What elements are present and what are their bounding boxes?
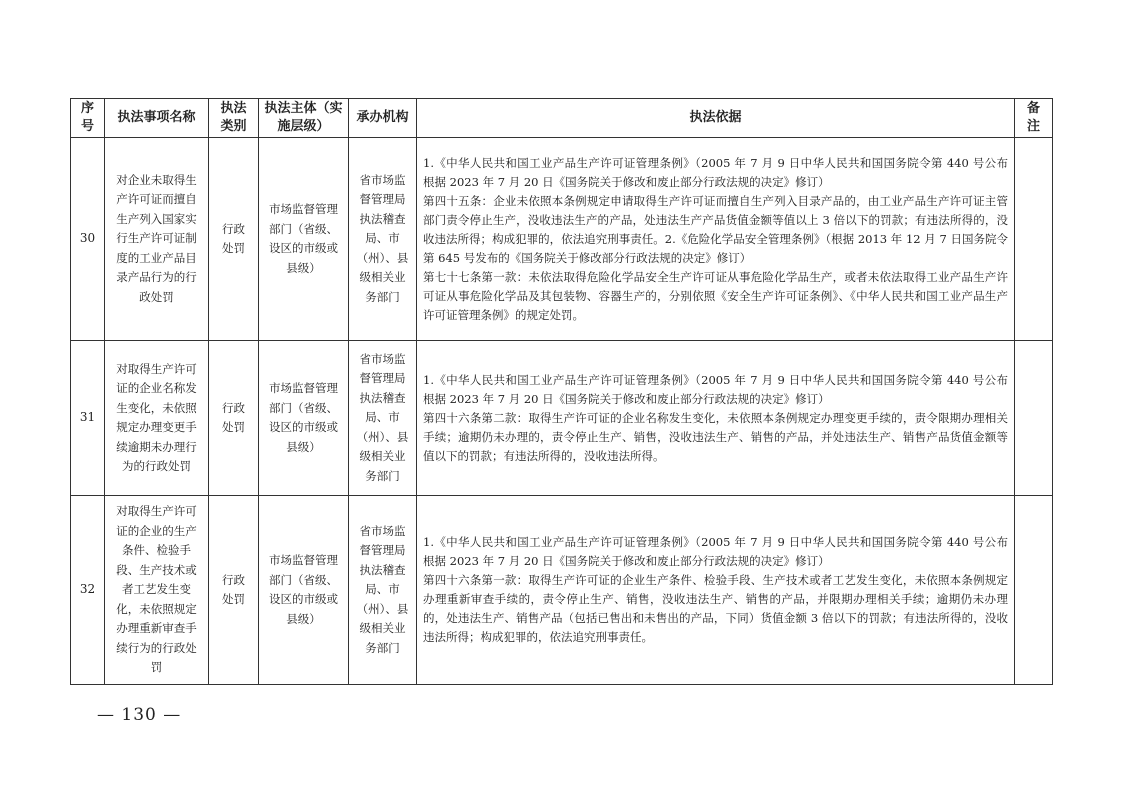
row-seq: 31 [71,341,105,496]
header-seq: 序号 [71,99,105,138]
basis-paragraph: 1.《中华人民共和国工业产品生产许可证管理条例》（2005 年 7 月 9 日中华人民共和国国务院令第 440 号公布 根据 2023 年 7 月 20 日《国务院关于修改和废止部分行政法规的决定》修订） [423,372,1020,406]
row-item-name: 对取得生产许可证的企业的生产条件、检验手段、生产技术或者工艺发生变化，未依照规定办理重新审查手续行为的行政处罚 [105,496,209,685]
row-basis [417,341,1020,496]
header-note: 备注 [1015,99,1053,138]
basis-paragraph: 第四十五条：企业未依照本条例规定申请取得生产许可证而擅自生产列入目录产品的，由工业产品生产许可证主管部门责令停止生产，没收违法生产的产品，处违法生产产品货值金额等值以上 3 倍以下的罚款；有违法所得的，没收违法所得；构成犯罪的，依法追究刑事责任。2.《危险化学品安全管理条例》（根据 2013 年 12 月 7 日国务院令第 645 号发布的《国务院关于修改部分行政法规的决定》修订） [423,193,1008,265]
row-seq: 30 [71,138,105,341]
row-subject: 市场监督管理部门（省级、设区的市级或县级） [259,341,349,496]
row-note [1015,496,1053,685]
header-row [71,99,1053,138]
row-item-name: 对取得生产许可证的企业名称发生变化，未依照规定办理变更手续逾期未办理行为的行政处罚 [105,341,209,496]
basis-paragraph: 第四十六条第二款：取得生产许可证的企业名称发生变化，未依照本条例规定办理变更手续的，责令限期办理相关手续；逾期仍未办理的，责令停止生产、销售，没收违法生产、销售的产品，并处违法生产、销售产品货值金额等值以下的罚款；有违法所得的，没收违法所得。 [423,410,1008,463]
basis-paragraph: 1.《中华人民共和国工业产品生产许可证管理条例》（2005 年 7 月 9 日中华人民共和国国务院令第 440 号公布 根据 2023 年 7 月 20 日《国务院关于修改和废止部分行政法规的决定》修订） [423,535,1020,568]
row-agency: 省市场监督管理局执法稽查局、市（州）、县级相关业务部门 [349,341,417,496]
row-type: 行政处罚 [209,496,259,685]
header-name: 执法事项名称 [105,99,209,138]
table-row [71,138,1053,341]
header-subject: 执法主体（实施层级） [259,99,349,138]
row-basis [417,138,1020,341]
table-row [71,496,1053,685]
basis-paragraph: 第四十六条第一款：取得生产许可证的企业生产条件、检验手段、生产技术或者工艺发生变化，未依照本条例规定办理重新审查手续的，责令停止生产、销售，没收违法生产、销售的产品，并限期办理相关手续；逾期仍未办理的，处违法生产、销售产品（包括已售出和未售出的产品，下同）货值金额 3 倍以下的罚款；有违法所得的，没收违法所得；构成犯罪的，依法追究刑事责任。 [423,573,1008,644]
row-note [1015,138,1053,341]
header-type: 执法类别 [209,99,259,138]
basis-paragraph: 1.《中华人民共和国工业产品生产许可证管理条例》（2005 年 7 月 9 日中华人民共和国国务院令第 440 号公布 根据 2023 年 7 月 20 日《国务院关于修改和废止部分行政法规的决定》修订） [423,155,1020,189]
row-type: 行政处罚 [209,341,259,496]
row-agency: 省市场监督管理局执法稽查局、市（州）、县级相关业务部门 [349,138,417,341]
row-subject: 市场监督管理部门（省级、设区的市级或县级） [259,138,349,341]
page-number: — 130 — [97,705,182,725]
row-note [1015,341,1053,496]
header-agency: 承办机构 [349,99,417,138]
row-basis [417,496,1020,685]
row-item-name: 对企业未取得生产许可证而擅自生产列入国家实行生产许可证制度的工业产品目录产品行为的行政处罚 [105,138,209,341]
basis-paragraph: 第七十七条第一款：未依法取得危险化学品安全生产许可证从事危险化学品生产，或者未依法取得工业产品生产许可证从事危险化学品及其包装物、容器生产的，分别依照《安全生产许可证条例》、《中华人民共和国工业产品生产许可证管理条例》的规定处罚。 [423,269,1008,322]
row-seq: 32 [71,496,105,685]
row-agency: 省市场监督管理局执法稽查局、市（州）、县级相关业务部门 [349,496,417,685]
header-basis: 执法依据 [417,99,1015,138]
row-type: 行政处罚 [209,138,259,341]
enforcement-table [70,98,1053,685]
row-subject: 市场监督管理部门（省级、设区的市级或县级） [259,496,349,685]
table-row [71,341,1053,496]
